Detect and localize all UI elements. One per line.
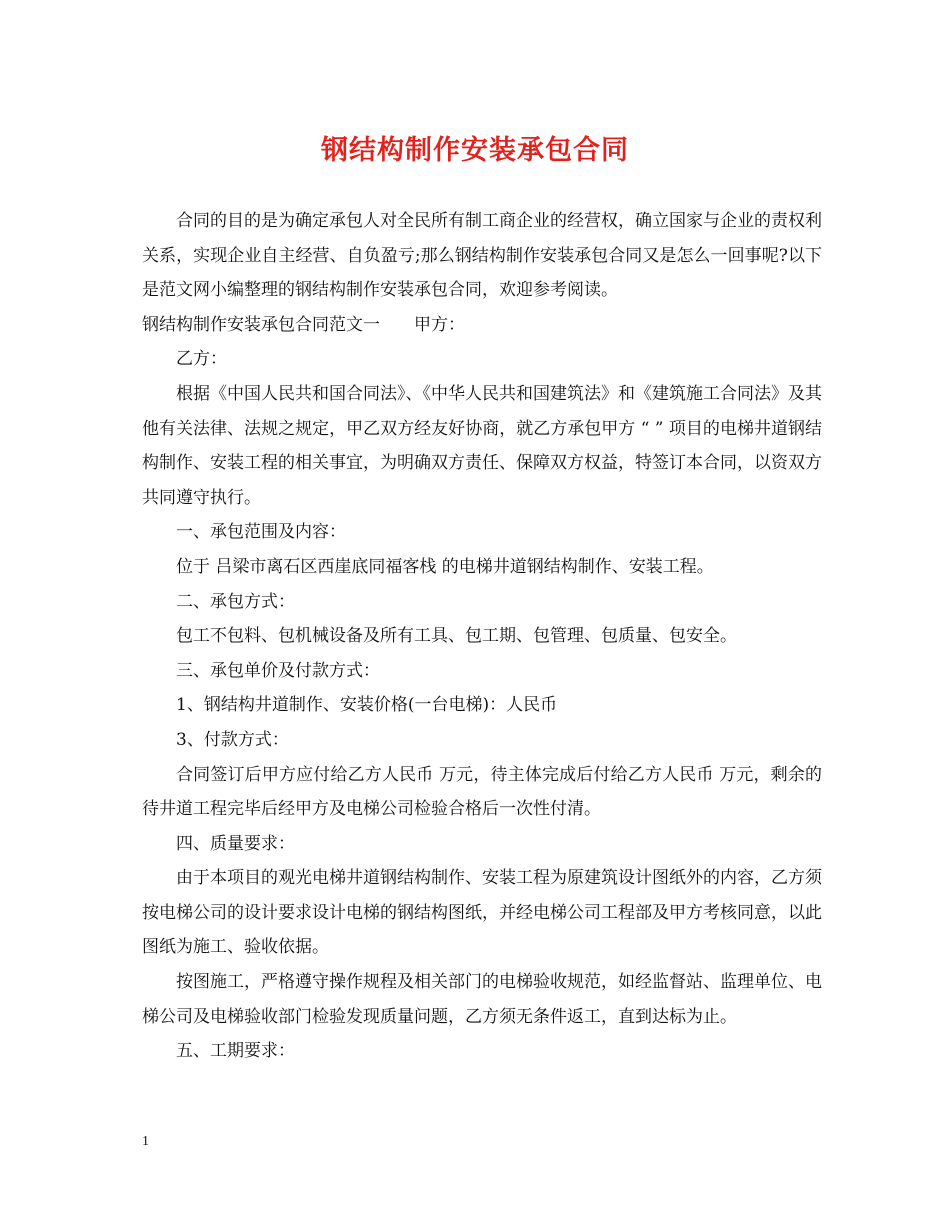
paragraph-intro: 合同的目的是为确定承包人对全民所有制工商企业的经营权，确立国家与企业的责权利关系，实现企业自主经营、自负盈亏;那么钢结构制作安装承包合同又是怎么一回事呢?以下是范文网小编整理的钢结构制作安装承包合同，欢迎参考阅读。: [142, 211, 822, 301]
document-title: 钢结构制作安装承包合同: [321, 135, 629, 166]
paragraph-payment: 合同签订后甲方应付给乙方人民币 万元，待主体完成后付给乙方人民币 万元，剩余的 待井道工程完毕后经甲方及电梯公司检验合格后一次性付清。: [142, 764, 828, 820]
paragraph-construction: 按图施工，严格遵守操作规程及相关部门的电梯验收规范，如经监督站、监理单位、电梯公司及电梯验收部门检验发现质量问题，乙方须无条件返工，直到达标为止。: [142, 972, 822, 1027]
paragraph-method: 包工不包料、包机械设备及所有工具、包工期、包管理、包质量、包安全。: [176, 626, 737, 647]
paragraph-quality: 由于本项目的观光电梯井道钢结构制作、安装工程为原建筑设计图纸外的内容，乙方须按电梯公司的设计要求设计电梯的钢结构图纸，并经电梯公司工程部及甲方考核同意，以此图纸为施工、验收依据。: [142, 868, 822, 958]
paragraph-scope: 位于 吕梁市离石区西崖底同福客栈 的电梯井道钢结构制作、安装工程。: [176, 556, 714, 577]
page-number: 1: [142, 1134, 149, 1149]
paragraph-payment-heading: 3、付款方式：: [176, 729, 289, 750]
section-heading-quality: 四、质量要求：: [176, 833, 295, 854]
section-heading-price-payment: 三、承包单价及付款方式：: [176, 660, 380, 681]
document-body: [142, 204, 828, 1069]
section-heading-scope: 一、承包范围及内容：: [176, 522, 346, 543]
section-heading-schedule: 五、工期要求：: [176, 1041, 295, 1062]
paragraph-price: 1、钢结构井道制作、安装价格(一台电梯)：人民币: [176, 695, 558, 716]
section-heading-method: 二、承包方式：: [176, 591, 295, 612]
paragraph-party-b: 乙方：: [176, 349, 227, 370]
paragraph-legal-basis: 根据《中国人民共和国合同法》、《中华人民共和国建筑法》和《建筑施工合同法》及其他有关法律、法规之规定，甲乙双方经友好协商，就乙方承包甲方 “ ” 项目的电梯井道钢结构制作、安装工程的相关事宜，为明确双方责任、保障双方权益，特签订本合同，以资双方共同遵守执行。: [142, 383, 822, 508]
paragraph-sample-heading: 钢结构制作安装承包合同范文一 甲方：: [142, 314, 465, 335]
